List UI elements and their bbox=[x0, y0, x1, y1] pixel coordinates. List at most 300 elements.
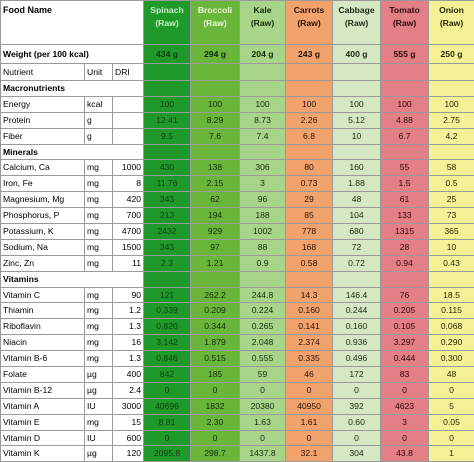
vegetable-name: Onion bbox=[431, 4, 472, 17]
unit-cell: mg bbox=[85, 414, 113, 430]
nutrient-row bbox=[1, 112, 474, 128]
value-cell: 1 bbox=[429, 446, 474, 462]
value-cell: 7.4 bbox=[240, 128, 286, 144]
value-cell: 7.6 bbox=[191, 128, 240, 144]
nutrient-row bbox=[1, 160, 474, 176]
nutrient-label: Vitamin B-12 bbox=[1, 382, 85, 398]
value-cell: 1.5 bbox=[381, 176, 429, 192]
empty-cell bbox=[381, 144, 429, 160]
section-row bbox=[1, 144, 474, 160]
nutrient-label: Vitamin C bbox=[1, 287, 85, 303]
value-cell: 1002 bbox=[240, 224, 286, 240]
weight-label: Weight (per 100 kcal) bbox=[1, 45, 144, 64]
empty-cell bbox=[191, 271, 240, 287]
dri-cell: 700 bbox=[113, 208, 144, 224]
value-cell: 160 bbox=[333, 160, 381, 176]
unit-cell: g bbox=[85, 128, 113, 144]
vegetable-name: Kale bbox=[242, 4, 283, 17]
unit-cell: kcal bbox=[85, 96, 113, 112]
value-cell: 0.58 bbox=[286, 255, 333, 271]
value-cell: 2.374 bbox=[286, 335, 333, 351]
value-cell: 73 bbox=[429, 208, 474, 224]
value-cell: 0.72 bbox=[333, 255, 381, 271]
section-label: Minerals bbox=[1, 144, 144, 160]
empty-cell bbox=[191, 81, 240, 97]
value-cell: 85 bbox=[286, 208, 333, 224]
value-cell: 29 bbox=[286, 192, 333, 208]
dri-cell: 120 bbox=[113, 446, 144, 462]
value-cell: 43.8 bbox=[381, 446, 429, 462]
nutrient-label: Vitamin D bbox=[1, 430, 85, 446]
dri-column-header: DRI bbox=[113, 64, 144, 81]
nutrient-label: Sodium, Na bbox=[1, 239, 85, 255]
nutrient-row bbox=[1, 176, 474, 192]
value-cell: 2.30 bbox=[191, 414, 240, 430]
value-cell: 0 bbox=[286, 382, 333, 398]
value-cell: 0.209 bbox=[191, 303, 240, 319]
value-cell: 392 bbox=[333, 398, 381, 414]
value-cell: 5.12 bbox=[333, 112, 381, 128]
unit-cell: mg bbox=[85, 287, 113, 303]
unit-cell: µg bbox=[85, 382, 113, 398]
value-cell: 3 bbox=[240, 176, 286, 192]
value-cell: 11.76 bbox=[144, 176, 191, 192]
weight-cell: 294 g bbox=[191, 45, 240, 64]
empty-cell bbox=[240, 144, 286, 160]
value-cell: 18.5 bbox=[429, 287, 474, 303]
dri-cell: 600 bbox=[113, 430, 144, 446]
value-cell: 343 bbox=[144, 192, 191, 208]
dri-cell: 1.2 bbox=[113, 303, 144, 319]
unit-cell: mg bbox=[85, 351, 113, 367]
value-cell: 0.105 bbox=[381, 319, 429, 335]
value-cell: 133 bbox=[381, 208, 429, 224]
value-cell: 2432 bbox=[144, 224, 191, 240]
value-cell: 121 bbox=[144, 287, 191, 303]
nutrient-row bbox=[1, 398, 474, 414]
vegetable-header bbox=[144, 1, 191, 45]
empty-cell bbox=[333, 81, 381, 97]
dri-cell: 8 bbox=[113, 176, 144, 192]
value-cell: 0.205 bbox=[381, 303, 429, 319]
section-row bbox=[1, 81, 474, 97]
value-cell: 2.3 bbox=[144, 255, 191, 271]
value-cell: 100 bbox=[191, 96, 240, 112]
vegetable-prep: (Raw) bbox=[383, 17, 426, 30]
empty-cell bbox=[144, 144, 191, 160]
empty-cell bbox=[240, 271, 286, 287]
value-cell: 72 bbox=[333, 239, 381, 255]
weight-cell: 434 g bbox=[144, 45, 191, 64]
nutrient-row bbox=[1, 239, 474, 255]
empty-cell bbox=[333, 144, 381, 160]
value-cell: 6.8 bbox=[286, 128, 333, 144]
value-cell: 172 bbox=[333, 367, 381, 383]
vegetable-name: Tomato bbox=[383, 4, 426, 17]
value-cell: 185 bbox=[191, 367, 240, 383]
value-cell: 10 bbox=[429, 239, 474, 255]
value-cell: 6.7 bbox=[381, 128, 429, 144]
value-cell: 0.94 bbox=[381, 255, 429, 271]
value-cell: 2095.8 bbox=[144, 446, 191, 462]
dri-cell: 2.4 bbox=[113, 382, 144, 398]
value-cell: 104 bbox=[333, 208, 381, 224]
nutrient-row bbox=[1, 208, 474, 224]
value-cell: 8.81 bbox=[144, 414, 191, 430]
vegetable-prep: (Raw) bbox=[431, 17, 472, 30]
value-cell: 1.21 bbox=[191, 255, 240, 271]
vegetable-header bbox=[381, 1, 429, 45]
value-cell: 40696 bbox=[144, 398, 191, 414]
vegetable-prep: (Raw) bbox=[242, 17, 283, 30]
value-cell: 0 bbox=[381, 430, 429, 446]
empty-cell bbox=[286, 144, 333, 160]
dri-cell bbox=[113, 96, 144, 112]
value-cell: 0.265 bbox=[240, 319, 286, 335]
vegetable-name: Spinach bbox=[146, 4, 188, 17]
value-cell: 46 bbox=[286, 367, 333, 383]
value-cell: 100 bbox=[381, 96, 429, 112]
value-cell: 4.88 bbox=[381, 112, 429, 128]
dri-cell: 400 bbox=[113, 367, 144, 383]
vegetable-prep: (Raw) bbox=[193, 17, 237, 30]
dri-cell: 3000 bbox=[113, 398, 144, 414]
value-cell: 83 bbox=[381, 367, 429, 383]
value-cell: 100 bbox=[333, 96, 381, 112]
nutrient-label: Fiber bbox=[1, 128, 85, 144]
unit-cell: mg bbox=[85, 239, 113, 255]
value-cell: 842 bbox=[144, 367, 191, 383]
value-cell: 0 bbox=[191, 430, 240, 446]
weight-cell: 555 g bbox=[381, 45, 429, 64]
vegetable-header bbox=[429, 1, 474, 45]
value-cell: 304 bbox=[333, 446, 381, 462]
value-cell: 0 bbox=[240, 382, 286, 398]
dri-cell: 4700 bbox=[113, 224, 144, 240]
unit-cell: mg bbox=[85, 192, 113, 208]
unit-column-header: Unit bbox=[85, 64, 113, 81]
value-cell: 32.1 bbox=[286, 446, 333, 462]
value-cell: 146.4 bbox=[333, 287, 381, 303]
value-cell: 0.335 bbox=[286, 351, 333, 367]
value-cell: 0 bbox=[429, 430, 474, 446]
dri-cell: 16 bbox=[113, 335, 144, 351]
nutrient-row bbox=[1, 351, 474, 367]
value-cell: 0.515 bbox=[191, 351, 240, 367]
value-cell: 778 bbox=[286, 224, 333, 240]
value-cell: 80 bbox=[286, 160, 333, 176]
nutrient-row bbox=[1, 319, 474, 335]
value-cell: 0.43 bbox=[429, 255, 474, 271]
value-cell: 12.41 bbox=[144, 112, 191, 128]
vegetable-name: Cabbage bbox=[335, 4, 378, 17]
nutrient-row bbox=[1, 446, 474, 462]
value-cell: 188 bbox=[240, 208, 286, 224]
header-row bbox=[1, 1, 474, 45]
weight-cell: 204 g bbox=[240, 45, 286, 64]
unit-cell: IU bbox=[85, 398, 113, 414]
value-cell: 100 bbox=[144, 96, 191, 112]
value-cell: 0.444 bbox=[381, 351, 429, 367]
empty-cell bbox=[191, 144, 240, 160]
value-cell: 0.73 bbox=[286, 176, 333, 192]
nutrient-row bbox=[1, 414, 474, 430]
value-cell: 14.3 bbox=[286, 287, 333, 303]
value-cell: 0.068 bbox=[429, 319, 474, 335]
value-cell: 3.297 bbox=[381, 335, 429, 351]
value-cell: 100 bbox=[429, 96, 474, 112]
nutrient-label: Niacin bbox=[1, 335, 85, 351]
unit-cell: mg bbox=[85, 255, 113, 271]
value-cell: 0.555 bbox=[240, 351, 286, 367]
value-cell: 25 bbox=[429, 192, 474, 208]
value-cell: 100 bbox=[240, 96, 286, 112]
empty-cell bbox=[240, 81, 286, 97]
value-cell: 8.29 bbox=[191, 112, 240, 128]
empty-cell bbox=[240, 64, 286, 81]
dri-cell: 1.3 bbox=[113, 319, 144, 335]
value-cell: 0.290 bbox=[429, 335, 474, 351]
value-cell: 430 bbox=[144, 160, 191, 176]
value-cell: 929 bbox=[191, 224, 240, 240]
value-cell: 0.300 bbox=[429, 351, 474, 367]
dri-cell bbox=[113, 128, 144, 144]
nutrient-label: Calcium, Ca bbox=[1, 160, 85, 176]
dri-cell: 1000 bbox=[113, 160, 144, 176]
value-cell: 59 bbox=[240, 367, 286, 383]
value-cell: 306 bbox=[240, 160, 286, 176]
vegetable-header bbox=[286, 1, 333, 45]
nutrient-label: Vitamin E bbox=[1, 414, 85, 430]
value-cell: 213 bbox=[144, 208, 191, 224]
nutrient-label: Magnesium, Mg bbox=[1, 192, 85, 208]
value-cell: 9.5 bbox=[144, 128, 191, 144]
nutrient-label: Iron, Fe bbox=[1, 176, 85, 192]
nutrient-row bbox=[1, 303, 474, 319]
weight-cell: 243 g bbox=[286, 45, 333, 64]
unit-cell: µg bbox=[85, 446, 113, 462]
value-cell: 0.244 bbox=[333, 303, 381, 319]
value-cell: 96 bbox=[240, 192, 286, 208]
value-cell: 1832 bbox=[191, 398, 240, 414]
nutrient-row bbox=[1, 192, 474, 208]
value-cell: 48 bbox=[429, 367, 474, 383]
value-cell: 0 bbox=[381, 382, 429, 398]
value-cell: 10 bbox=[333, 128, 381, 144]
value-cell: 343 bbox=[144, 239, 191, 255]
unit-cell: mg bbox=[85, 176, 113, 192]
value-cell: 55 bbox=[381, 160, 429, 176]
value-cell: 0.820 bbox=[144, 319, 191, 335]
value-cell: 365 bbox=[429, 224, 474, 240]
nutrient-label: Zinc, Zn bbox=[1, 255, 85, 271]
unit-cell: g bbox=[85, 112, 113, 128]
dri-cell: 11 bbox=[113, 255, 144, 271]
unit-cell: mg bbox=[85, 319, 113, 335]
dri-cell: 1500 bbox=[113, 239, 144, 255]
empty-cell bbox=[191, 64, 240, 81]
vegetable-prep: (Raw) bbox=[288, 17, 330, 30]
value-cell: 1.88 bbox=[333, 176, 381, 192]
unit-cell: µg bbox=[85, 367, 113, 383]
value-cell: 244.8 bbox=[240, 287, 286, 303]
section-label: Vitamins bbox=[1, 271, 144, 287]
section-row bbox=[1, 271, 474, 287]
empty-cell bbox=[381, 271, 429, 287]
nutrient-row bbox=[1, 430, 474, 446]
value-cell: 1.61 bbox=[286, 414, 333, 430]
vegetable-header bbox=[240, 1, 286, 45]
empty-cell bbox=[429, 64, 474, 81]
nutrient-column-header: Nutrient bbox=[1, 64, 85, 81]
value-cell: 61 bbox=[381, 192, 429, 208]
empty-cell bbox=[333, 271, 381, 287]
value-cell: 138 bbox=[191, 160, 240, 176]
value-cell: 0.5 bbox=[429, 176, 474, 192]
value-cell: 0.344 bbox=[191, 319, 240, 335]
value-cell: 62 bbox=[191, 192, 240, 208]
empty-cell bbox=[286, 81, 333, 97]
value-cell: 0.115 bbox=[429, 303, 474, 319]
unit-cell: mg bbox=[85, 224, 113, 240]
nutrient-label: Phosphorus, P bbox=[1, 208, 85, 224]
value-cell: 97 bbox=[191, 239, 240, 255]
vegetable-prep: (Raw) bbox=[335, 17, 378, 30]
weight-cell: 250 g bbox=[429, 45, 474, 64]
value-cell: 0 bbox=[333, 430, 381, 446]
empty-cell bbox=[381, 81, 429, 97]
value-cell: 0.160 bbox=[286, 303, 333, 319]
value-cell: 2.048 bbox=[240, 335, 286, 351]
nutrient-label: Thiamin bbox=[1, 303, 85, 319]
unit-cell: mg bbox=[85, 160, 113, 176]
nutrient-label: Protein bbox=[1, 112, 85, 128]
empty-cell bbox=[333, 64, 381, 81]
value-cell: 5 bbox=[429, 398, 474, 414]
value-cell: 1437.8 bbox=[240, 446, 286, 462]
value-cell: 262.2 bbox=[191, 287, 240, 303]
value-cell: 40950 bbox=[286, 398, 333, 414]
vegetable-prep: (Raw) bbox=[146, 17, 188, 30]
nutrient-row bbox=[1, 367, 474, 383]
value-cell: 0.224 bbox=[240, 303, 286, 319]
empty-cell bbox=[144, 64, 191, 81]
nutrient-label: Vitamin K bbox=[1, 446, 85, 462]
nutrient-row bbox=[1, 96, 474, 112]
value-cell: 194 bbox=[191, 208, 240, 224]
value-cell: 0 bbox=[429, 382, 474, 398]
value-cell: 0 bbox=[191, 382, 240, 398]
unit-cell: mg bbox=[85, 208, 113, 224]
dri-cell bbox=[113, 112, 144, 128]
value-cell: 298.7 bbox=[191, 446, 240, 462]
nutrient-row bbox=[1, 287, 474, 303]
value-cell: 1315 bbox=[381, 224, 429, 240]
value-cell: 4623 bbox=[381, 398, 429, 414]
food-name-label: Food Name bbox=[1, 1, 144, 45]
value-cell: 0.936 bbox=[333, 335, 381, 351]
value-cell: 0.160 bbox=[333, 319, 381, 335]
value-cell: 0 bbox=[144, 430, 191, 446]
value-cell: 168 bbox=[286, 239, 333, 255]
nutrient-row bbox=[1, 255, 474, 271]
empty-cell bbox=[429, 144, 474, 160]
nutrient-row bbox=[1, 335, 474, 351]
dri-cell: 15 bbox=[113, 414, 144, 430]
value-cell: 0 bbox=[240, 430, 286, 446]
value-cell: 0.496 bbox=[333, 351, 381, 367]
vegetable-name: Broccoli bbox=[193, 4, 237, 17]
empty-cell bbox=[381, 64, 429, 81]
value-cell: 88 bbox=[240, 239, 286, 255]
nutrient-row bbox=[1, 128, 474, 144]
nutrient-label: Potassium, K bbox=[1, 224, 85, 240]
vegetable-name: Carrots bbox=[288, 4, 330, 17]
nutrient-label: Vitamin B-6 bbox=[1, 351, 85, 367]
value-cell: 100 bbox=[286, 96, 333, 112]
weight-cell: 400 g bbox=[333, 45, 381, 64]
value-cell: 0 bbox=[144, 382, 191, 398]
dri-cell: 90 bbox=[113, 287, 144, 303]
value-cell: 1.879 bbox=[191, 335, 240, 351]
value-cell: 680 bbox=[333, 224, 381, 240]
empty-cell bbox=[286, 271, 333, 287]
section-label: Macronutrients bbox=[1, 81, 144, 97]
value-cell: 2.15 bbox=[191, 176, 240, 192]
nutrient-label: Vitamin A bbox=[1, 398, 85, 414]
value-cell: 28 bbox=[381, 239, 429, 255]
value-cell: 0.60 bbox=[333, 414, 381, 430]
vegetable-header bbox=[191, 1, 240, 45]
nutrient-row bbox=[1, 224, 474, 240]
unit-cell: mg bbox=[85, 303, 113, 319]
value-cell: 0 bbox=[333, 382, 381, 398]
value-cell: 1.63 bbox=[240, 414, 286, 430]
value-cell: 0.141 bbox=[286, 319, 333, 335]
unit-cell: IU bbox=[85, 430, 113, 446]
unit-cell: mg bbox=[85, 335, 113, 351]
value-cell: 58 bbox=[429, 160, 474, 176]
value-cell: 4.2 bbox=[429, 128, 474, 144]
empty-cell bbox=[429, 271, 474, 287]
value-cell: 0.9 bbox=[240, 255, 286, 271]
empty-cell bbox=[144, 271, 191, 287]
vegetable-header bbox=[333, 1, 381, 45]
value-cell: 2.26 bbox=[286, 112, 333, 128]
value-cell: 0.846 bbox=[144, 351, 191, 367]
dri-cell: 1.3 bbox=[113, 351, 144, 367]
value-cell: 3.142 bbox=[144, 335, 191, 351]
nutrient-label: Riboflavin bbox=[1, 319, 85, 335]
value-cell: 0.05 bbox=[429, 414, 474, 430]
weight-row bbox=[1, 45, 474, 64]
empty-cell bbox=[429, 81, 474, 97]
column-header-row bbox=[1, 64, 474, 81]
value-cell: 48 bbox=[333, 192, 381, 208]
nutrient-label: Folate bbox=[1, 367, 85, 383]
nutrient-row bbox=[1, 382, 474, 398]
value-cell: 20380 bbox=[240, 398, 286, 414]
value-cell: 3 bbox=[381, 414, 429, 430]
empty-cell bbox=[286, 64, 333, 81]
value-cell: 8.73 bbox=[240, 112, 286, 128]
dri-cell: 420 bbox=[113, 192, 144, 208]
value-cell: 0 bbox=[286, 430, 333, 446]
empty-cell bbox=[144, 81, 191, 97]
value-cell: 2.75 bbox=[429, 112, 474, 128]
value-cell: 76 bbox=[381, 287, 429, 303]
value-cell: 0.339 bbox=[144, 303, 191, 319]
